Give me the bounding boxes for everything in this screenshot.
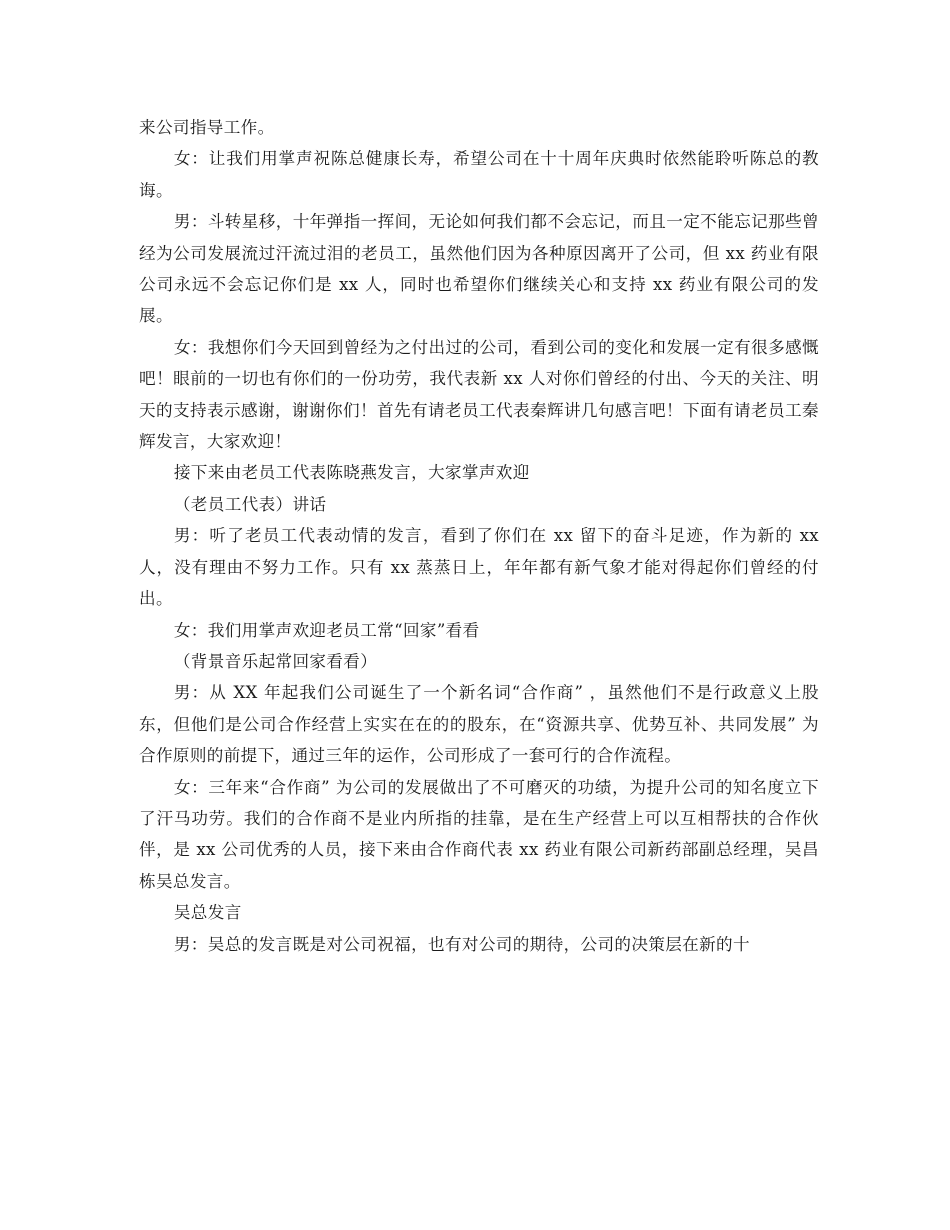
paragraph-10: 男：从 XX 年起我们公司诞生了一个新名词“合作商” ，虽然他们不是行政意义上股东，但他们是公司合作经营上实实在在的的股东，在“资源共享、优势互补、共同发展” 为合作原则的前提下，通过三年的运作，公司形成了一套可行的合作流程。 (139, 683, 819, 766)
document-body (139, 112, 819, 960)
paragraph-1: 来公司指导工作。 (139, 118, 275, 137)
paragraph-13: 男：吴总的发言既是对公司祝福，也有对公司的期待，公司的决策层在新的十 (173, 934, 750, 954)
paragraph-4: 女：我想你们今天回到曾经为之付出过的公司，看到公司的变化和发展一定有很多感慨吧！眼前的一切也有你们的一份功劳，我代表新 xx 人对你们曾经的付出、今天的关注、明天的支持表示感谢，谢谢你们！首先有请老员工代表秦辉讲几句感言吧！下面有请老员工秦辉发言，大家欢迎！ (139, 337, 819, 452)
paragraph-2: 女：让我们用掌声祝陈总健康长寿，希望公司在十十周年庆典时依然能聆听陈总的教诲。 (139, 149, 819, 200)
paragraph-8: 女：我们用掌声欢迎老员工常“回家”看看 (173, 620, 480, 640)
paragraph-7: 男：听了老员工代表动情的发言，看到了你们在 xx 留下的奋斗足迹，作为新的 xx 人，没有理由不努力工作。只有 xx 蒸蒸日上，年年都有新气象才能对得起你们曾经的付出。 (139, 526, 819, 609)
paragraph-9: （背景音乐起常回家看看） (173, 651, 378, 671)
paragraph-11: 女：三年来“合作商” 为公司的发展做出了不可磨灭的功绩，为提升公司的知名度立下了汗马功劳。我们的合作商不是业内所指的挂靠，是在生产经营上可以互相帮扶的合作伙伴，是 xx 公司优秀的人员，接下来由合作商代表 xx 药业有限公司新药部副总经理，吴昌栋吴总发言。 (139, 777, 819, 891)
paragraph-3: 男：斗转星移，十年弹指一挥间，无论如何我们都不会忘记，而且一定不能忘记那些曾经为公司发展流过汗流过泪的老员工，虽然他们因为各种原因离开了公司，但 xx 药业有限公司永远不会忘记你们是 xx 人，同时也希望你们继续关心和支持 xx 药业有限公司的发展。 (139, 212, 819, 326)
paragraph-5: 接下来由老员工代表陈晓燕发言，大家掌声欢迎 (173, 463, 530, 483)
paragraph-6: （老员工代表）讲话 (173, 494, 327, 514)
paragraph-12: 吴总发言 (173, 903, 242, 923)
